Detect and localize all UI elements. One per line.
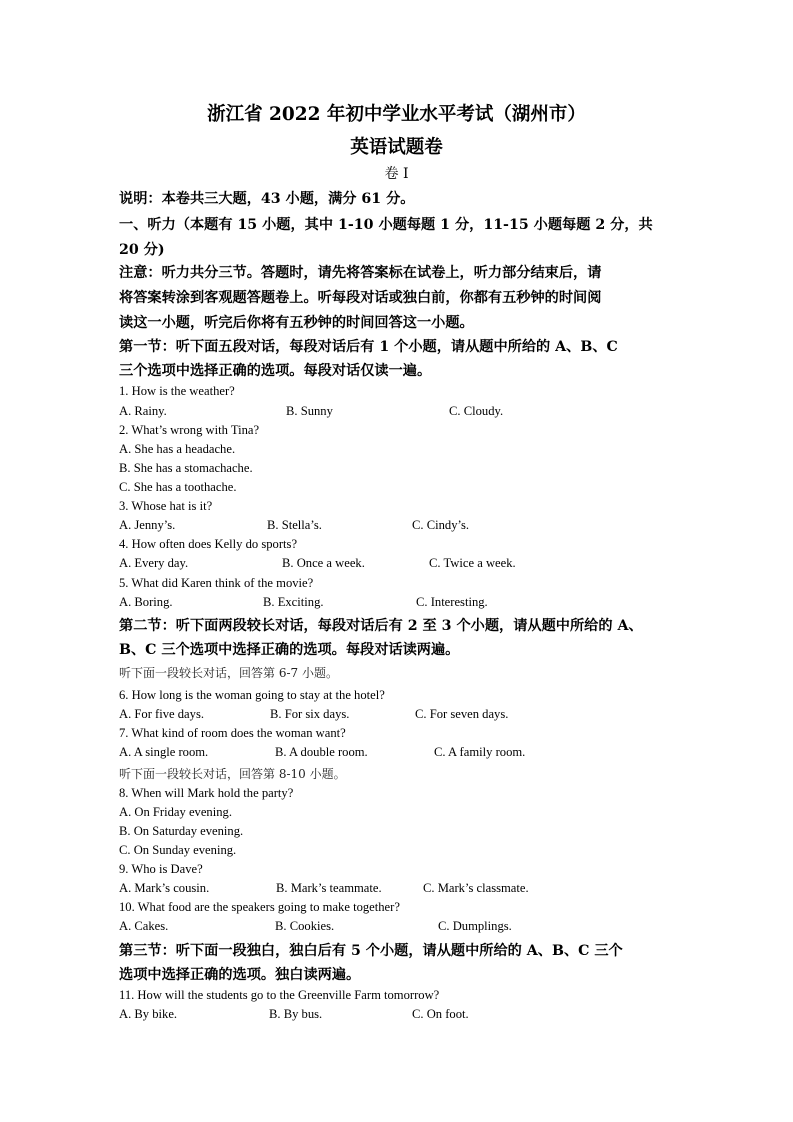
option-b: B. By bus. <box>269 1007 323 1021</box>
option-a: A. Every day. <box>119 556 189 570</box>
option-b: B. Once a week. <box>282 556 365 570</box>
option-a: A. Boring. <box>119 595 173 609</box>
option-a: A. Jenny’s. <box>119 518 176 532</box>
option-a: A. A single room. <box>119 745 209 759</box>
option-b: B. She has a stomachache. <box>119 461 253 475</box>
exam-title: 浙江省 2022 年初中学业水平考试（湖州市） <box>207 104 586 125</box>
dialogue-note: 听下面一段较长对话，回答第 8-10 小题。 <box>119 767 346 781</box>
instruction-line: 读这一小题，听完后你将有五秒钟的时间回答这一小题。 <box>119 315 474 331</box>
option-c: C. On foot. <box>412 1007 469 1021</box>
option-a: A. For five days. <box>119 707 204 721</box>
question-stem: 11. How will the students go to the Greenville Farm tomorrow? <box>119 988 440 1002</box>
option-c: C. Twice a week. <box>429 556 516 570</box>
option-b: B. Sunny <box>286 404 333 418</box>
question-stem: 9. Who is Dave? <box>119 862 203 876</box>
question-stem: 2. What’s wrong with Tina? <box>119 423 260 437</box>
option-c: C. A family room. <box>434 745 526 759</box>
instruction-line: 说明：本卷共三大题，43 小题，满分 61 分。 <box>119 191 415 207</box>
question-stem: 8. When will Mark hold the party? <box>119 786 294 800</box>
dialogue-note: 听下面一段较长对话，回答第 6-7 小题。 <box>119 666 338 680</box>
option-c: C. Interesting. <box>416 595 488 609</box>
option-a: A. By bike. <box>119 1007 178 1021</box>
option-c: C. Cindy’s. <box>412 518 470 532</box>
volume-label: 卷 I <box>384 166 409 182</box>
section-heading: 第一节：听下面五段对话，每段对话后有 1 个小题，请从题中所给的 A、B、C <box>119 339 618 355</box>
section-heading: B、C 三个选项中选择正确的选项。每段对话读两遍。 <box>119 642 460 658</box>
option-b: B. A double room. <box>275 745 368 759</box>
option-c: C. On Sunday evening. <box>119 843 237 857</box>
question-stem: 4. How often does Kelly do sports? <box>119 537 298 551</box>
option-b: B. Stella’s. <box>267 518 322 532</box>
option-a: A. On Friday evening. <box>119 805 232 819</box>
question-stem: 7. What kind of room does the woman want? <box>119 726 346 740</box>
option-a: A. Rainy. <box>119 404 167 418</box>
option-b: B. On Saturday evening. <box>119 824 244 838</box>
option-c: C. Cloudy. <box>449 404 504 418</box>
section-heading: 三个选项中选择正确的选项。每段对话仅读一遍。 <box>119 363 432 379</box>
section-heading: 选项中选择正确的选项。独白读两遍。 <box>119 967 361 983</box>
question-stem: 5. What did Karen think of the movie? <box>119 576 314 590</box>
section-heading: 第二节：听下面两段较长对话，每段对话后有 2 至 3 个小题，请从题中所给的 A、 <box>119 618 643 634</box>
section-heading: 第三节：听下面一段独白，独白后有 5 个小题，请从题中所给的 A、B、C 三个 <box>119 943 623 959</box>
question-stem: 3. Whose hat is it? <box>119 499 213 513</box>
option-c: C. Dumplings. <box>438 919 512 933</box>
option-b: B. For six days. <box>270 707 350 721</box>
instruction-line: 一、听力（本题有 15 小题，其中 1-10 小题每题 1 分，11-15 小题每题 2 分，共 <box>119 217 653 233</box>
question-stem: 1. How is the weather? <box>119 384 235 398</box>
question-stem: 6. How long is the woman going to stay at the hotel? <box>119 688 385 702</box>
option-a: A. Mark’s cousin. <box>119 881 210 895</box>
exam-subtitle: 英语试题卷 <box>350 137 443 158</box>
option-b: B. Cookies. <box>275 919 335 933</box>
option-c: C. For seven days. <box>415 707 509 721</box>
instruction-line: 将答案转涂到客观题答题卷上。听每段对话或独白前，你都有五秒钟的时间阅 <box>119 290 602 306</box>
question-stem: 10. What food are the speakers going to make together? <box>119 900 400 914</box>
option-c: C. Mark’s classmate. <box>423 881 529 895</box>
option-b: B. Mark’s teammate. <box>276 881 382 895</box>
option-a: A. Cakes. <box>119 919 169 933</box>
option-a: A. She has a headache. <box>119 442 236 456</box>
option-c: C. She has a toothache. <box>119 480 237 494</box>
instruction-line: 20 分) <box>119 242 165 258</box>
option-b: B. Exciting. <box>263 595 324 609</box>
instruction-line: 注意：听力共分三节。答题时，请先将答案标在试卷上，听力部分结束后，请 <box>119 265 602 281</box>
